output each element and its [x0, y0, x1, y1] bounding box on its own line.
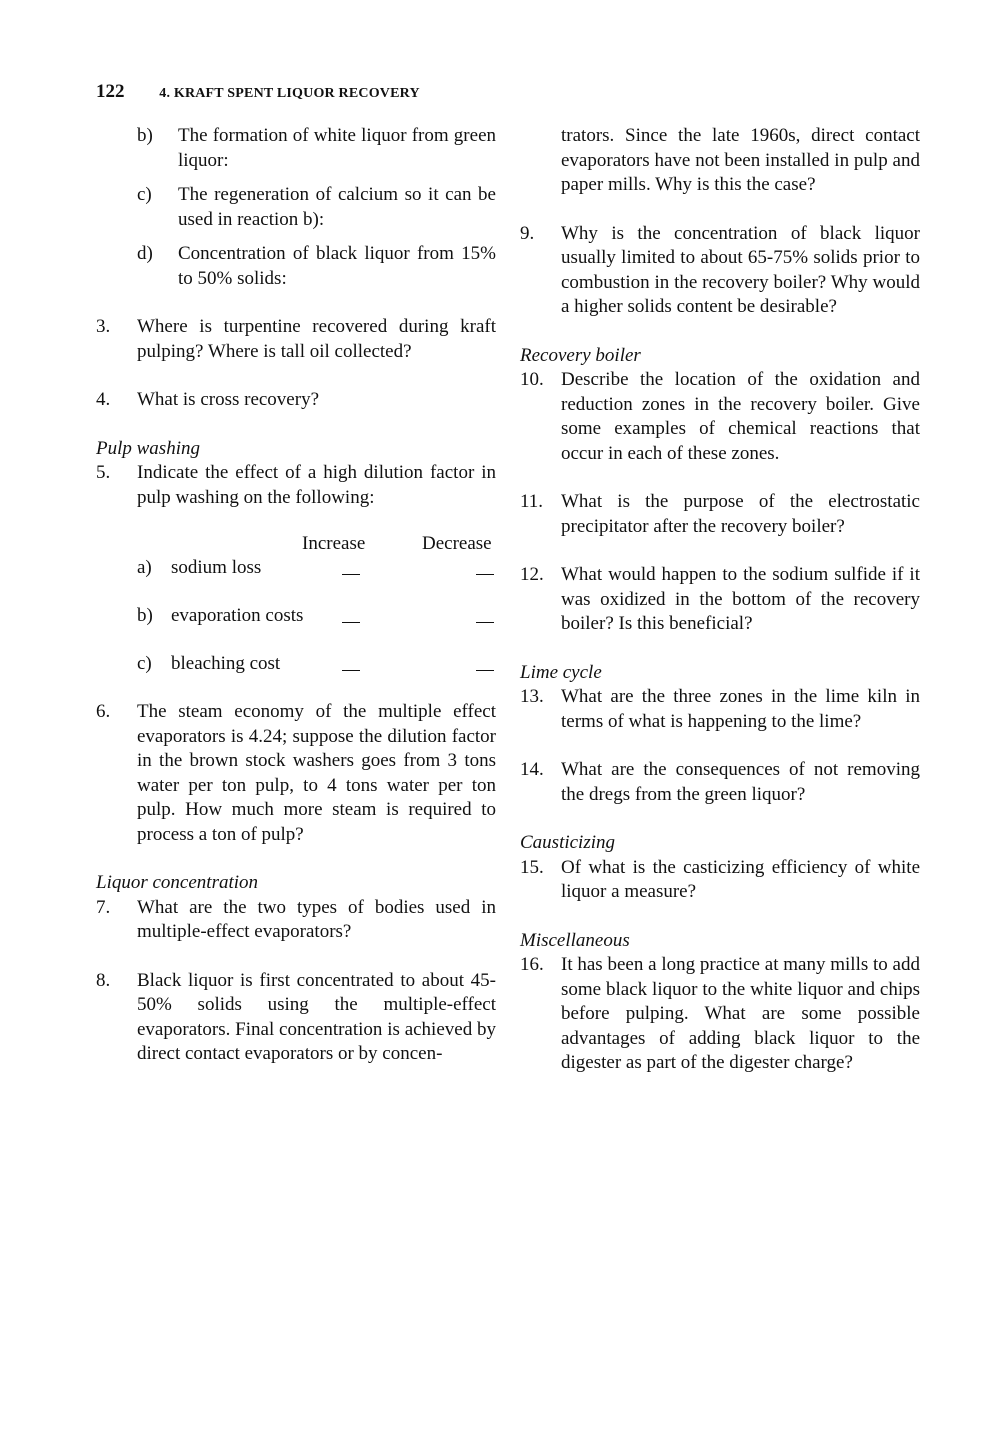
- question-5: [96, 461, 496, 510]
- increase-blank[interactable]: [342, 556, 360, 575]
- question-12: [520, 563, 920, 637]
- question-text: What are the consequences of not removing the dregs from the green liquor?: [561, 759, 920, 805]
- question-number: 6.: [96, 701, 111, 722]
- effect-label: bleaching cost: [171, 653, 281, 674]
- effect-row-evaporation-costs: [96, 604, 496, 628]
- decrease-blank[interactable]: [476, 652, 494, 671]
- item-label: b): [137, 605, 153, 626]
- section-heading-miscellaneous: Miscellaneous: [520, 929, 630, 951]
- effect-label: evaporation costs: [171, 605, 304, 626]
- question-text: What are the three zones in the lime kiln in terms of what is happening to the lime?: [561, 686, 920, 732]
- item-label: c): [137, 653, 152, 674]
- page-number: 122: [96, 81, 125, 102]
- question-text: What are the two types of bodies used in multiple-effect evaporators?: [137, 896, 496, 942]
- question-2c: [96, 183, 496, 232]
- question-text: The regeneration of calcium so it can be used in reaction b):: [178, 184, 496, 230]
- section-heading-pulp-washing: Pulp washing: [96, 437, 200, 459]
- question-number: 4.: [96, 389, 111, 410]
- question-number: 10.: [520, 369, 544, 390]
- effect-row-bleaching-cost: [96, 652, 496, 676]
- question-8: [96, 969, 496, 1067]
- question-number: 13.: [520, 686, 544, 707]
- decrease-blank[interactable]: [476, 556, 494, 575]
- item-label: c): [137, 184, 152, 205]
- question-2d: [96, 242, 496, 291]
- question-text: trators. Since the late 1960s, direct contact evaporators have not been installed in pulp and paper mills. Why is this the case?: [561, 125, 920, 195]
- left-column: [96, 124, 496, 1067]
- increase-blank[interactable]: [342, 604, 360, 623]
- question-number: 7.: [96, 896, 111, 918]
- question-text: Black liquor is first concentrated to about 45-50% solids using the multiple-effect evaporators. Final concentration is achieved by direct contact evaporators or by concen-: [137, 969, 496, 1064]
- question-text: The steam economy of the multiple effect evaporators is 4.24; suppose the dilution factor in the brown stock washers goes from 3 tons water per ton pulp, to 4 tons water per ton pulp. How much more steam is required to process a ton of pulp?: [137, 701, 496, 845]
- question-10: [520, 368, 920, 466]
- question-4: [96, 388, 496, 413]
- question-text: The formation of white liquor from green liquor:: [178, 125, 496, 171]
- question-7: [96, 896, 496, 945]
- question-text: Indicate the effect of a high dilution factor in pulp washing on the following:: [137, 462, 496, 508]
- question-number: 16.: [520, 954, 544, 975]
- increase-blank[interactable]: [342, 652, 360, 671]
- section-heading-lime-cycle: Lime cycle: [520, 661, 602, 683]
- decrease-blank[interactable]: [476, 604, 494, 623]
- question-16: [520, 953, 920, 1076]
- item-label: b): [137, 125, 153, 146]
- question-6: [96, 700, 496, 847]
- section-heading-causticizing: Causticizing: [520, 832, 616, 853]
- question-text: What is the purpose of the electrostatic precipitator after the recovery boiler?: [561, 491, 920, 537]
- question-number: 15.: [520, 856, 544, 878]
- question-number: 14.: [520, 759, 544, 780]
- question-text: Where is turpentine recovered during kraft pulping? Where is tall oil collected?: [137, 316, 496, 362]
- section-heading-liquor-concentration: Liquor concentration: [96, 872, 259, 893]
- section-heading-recovery-boiler: Recovery boiler: [520, 344, 641, 366]
- question-8-continued: [520, 124, 920, 198]
- increase-column-label: Increase: [302, 533, 366, 554]
- decrease-column-label: Decrease: [422, 533, 492, 554]
- question-13: [520, 685, 920, 734]
- question-text: Why is the concentration of black liquor usually limited to about 65-75% solids prior to combustion in the recovery boiler? Why would a higher solids content be desirable?: [561, 222, 920, 317]
- question-number: 3.: [96, 316, 111, 337]
- question-number: 9.: [520, 222, 535, 244]
- question-14: [520, 758, 920, 807]
- question-text: What is cross recovery?: [137, 389, 320, 410]
- question-3: [96, 315, 496, 364]
- page-header: [96, 80, 420, 107]
- question-number: 8.: [96, 969, 111, 991]
- question-9: [520, 222, 920, 320]
- question-text: Of what is the casticizing efficiency of white liquor a measure?: [561, 856, 920, 902]
- effect-table-header: [96, 532, 496, 556]
- question-number: 5.: [96, 462, 111, 483]
- question-text: Concentration of black liquor from 15% to 50% solids:: [178, 243, 496, 289]
- question-2b: [96, 124, 496, 173]
- question-text: What would happen to the sodium sulfide if it was oxidized in the bottom of the recovery boiler? Is this beneficial?: [561, 564, 920, 634]
- effect-label: sodium loss: [171, 557, 262, 578]
- running-head: 4. KRAFT SPENT LIQUOR RECOVERY: [159, 86, 420, 101]
- item-label: a): [137, 557, 152, 578]
- question-text: Describe the location of the oxidation and reduction zones in the recovery boiler. Give some examples of chemical reactions that occur in each of these zones.: [561, 369, 920, 464]
- question-15: [520, 856, 920, 905]
- item-label: d): [137, 243, 153, 264]
- effect-row-sodium-loss: [96, 556, 496, 580]
- question-text: It has been a long practice at many mills to add some black liquor to the white liquor and chips before pulping. What are some possible advantages of adding black liquor to the digester as part of the digester charge?: [561, 954, 920, 1073]
- right-column: [520, 124, 920, 1076]
- question-11: [520, 490, 920, 539]
- question-number: 11.: [520, 491, 544, 512]
- question-number: 12.: [520, 564, 544, 585]
